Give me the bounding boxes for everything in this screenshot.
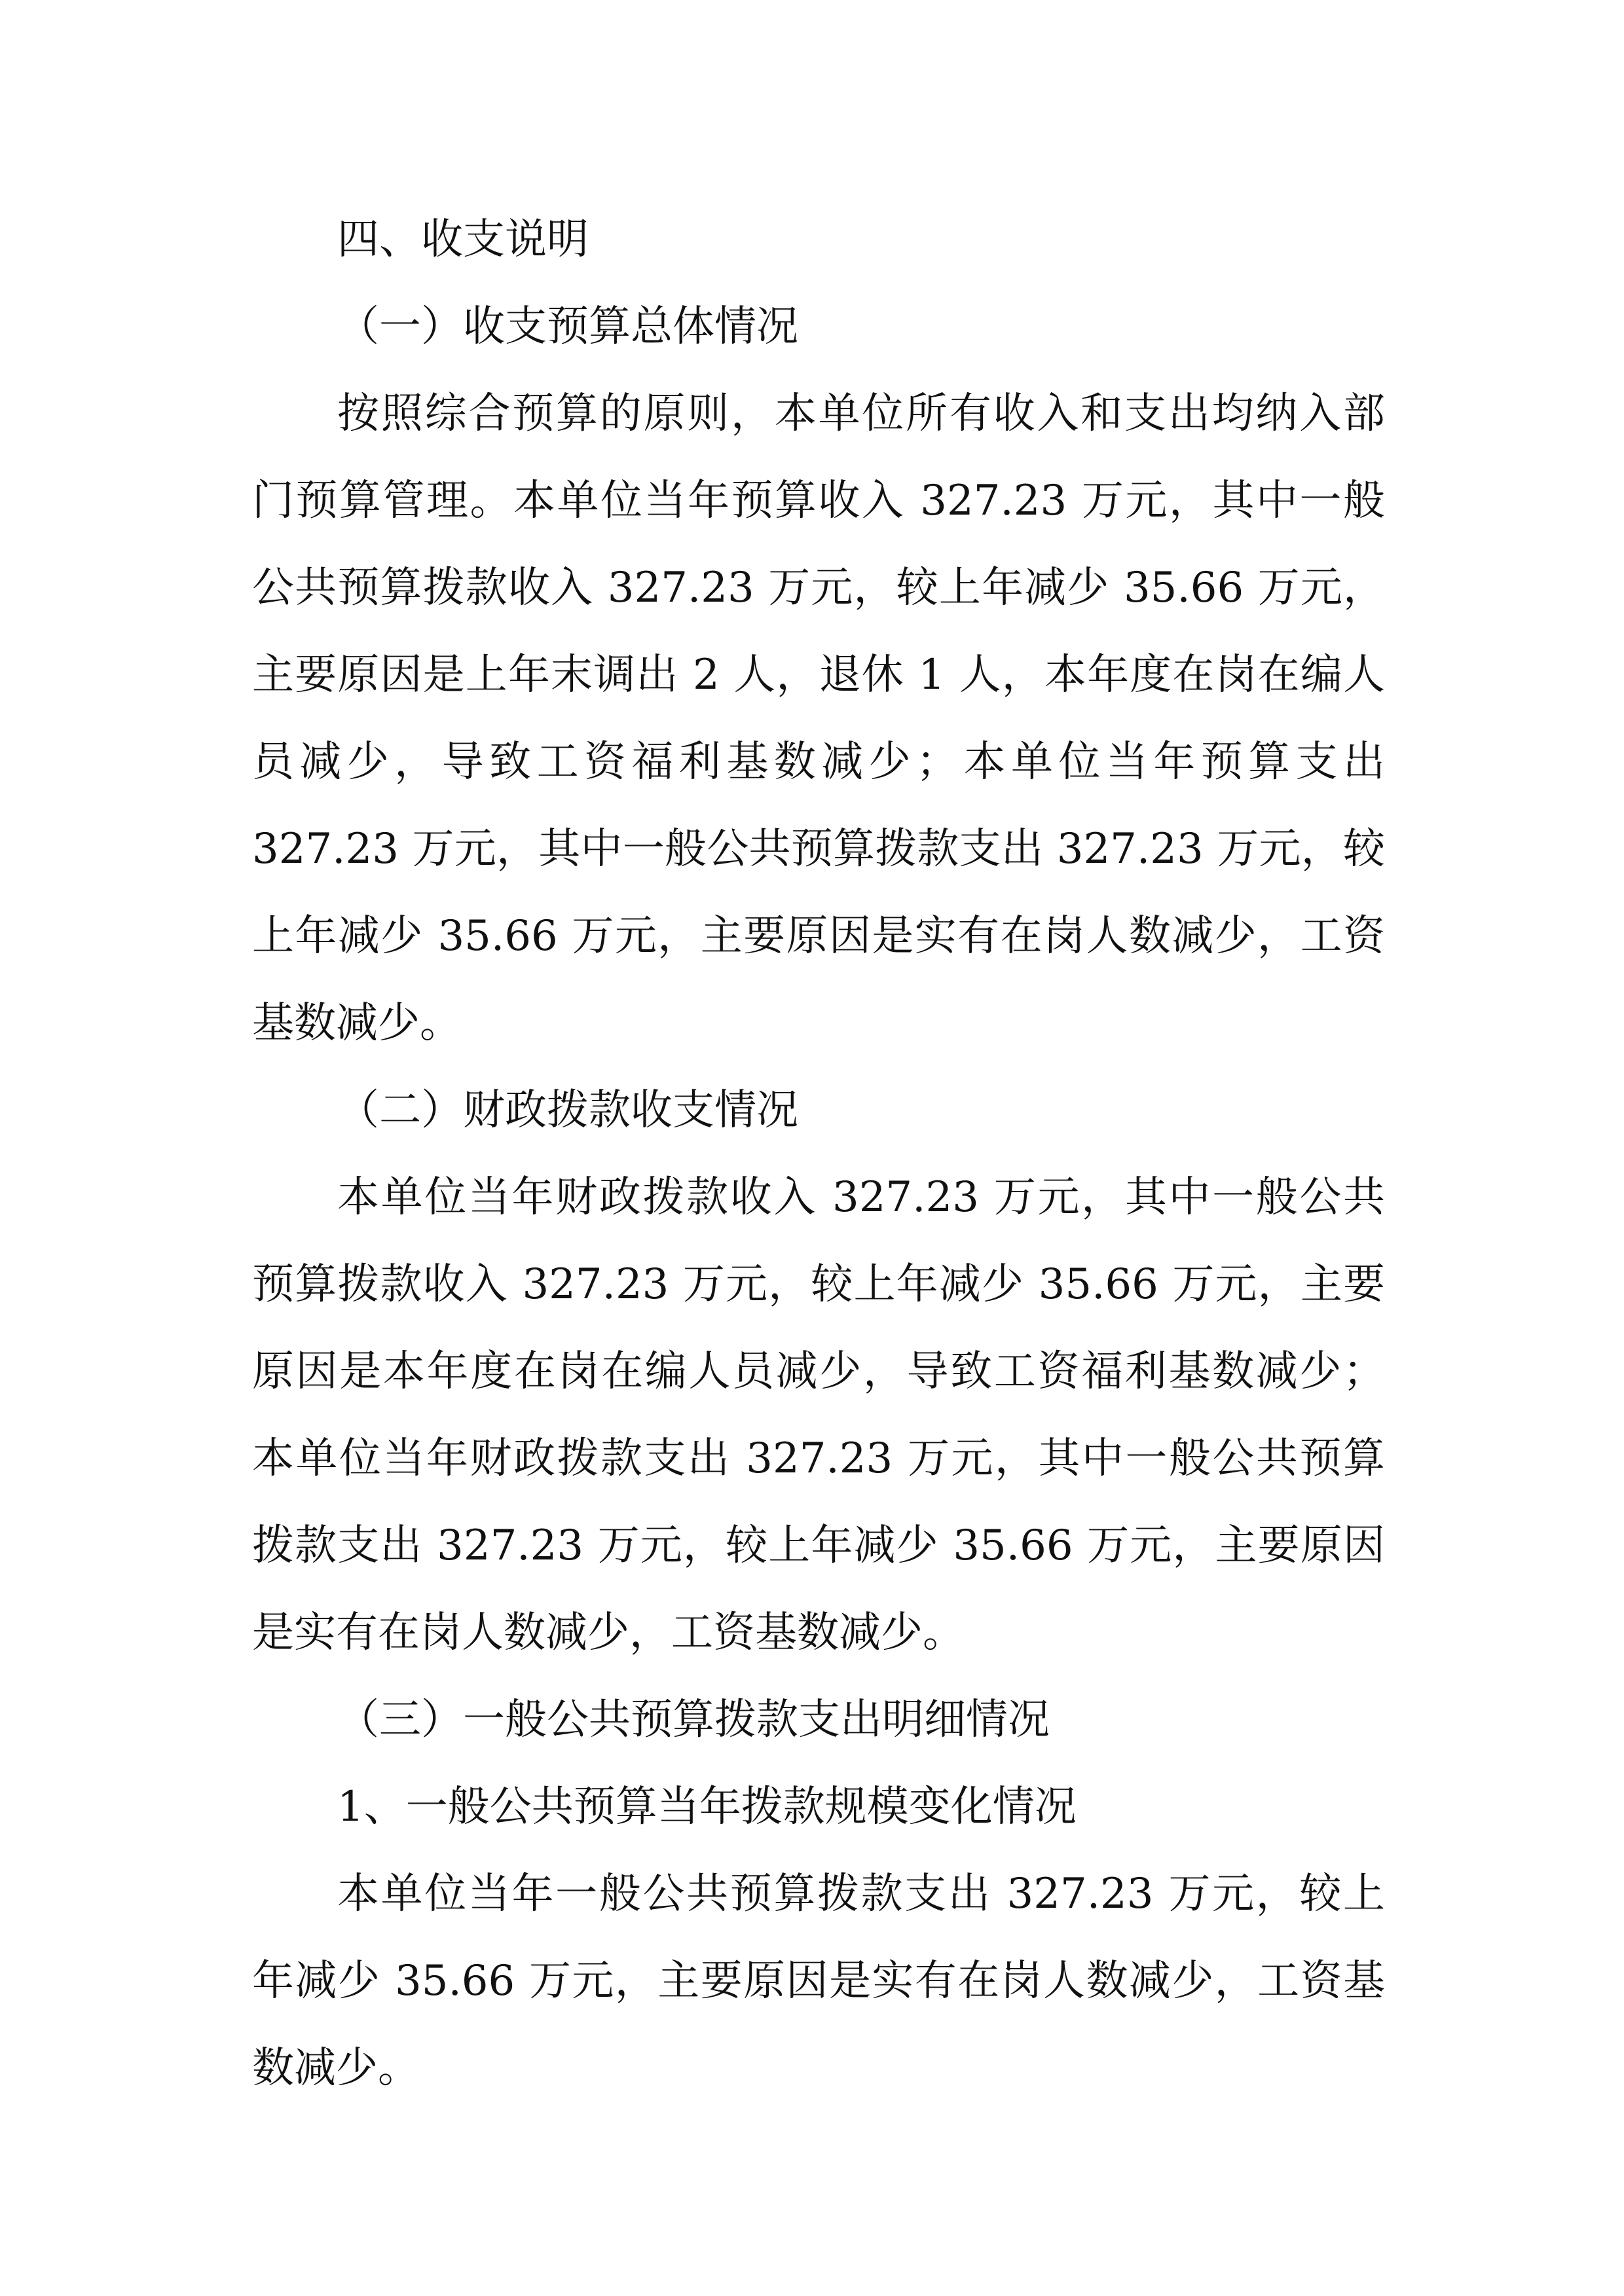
paragraph-line: 预算拨款收入 327.23 万元，较上年减少 35.66 万元，主要 [252, 1260, 1385, 1309]
subsection-heading-1: （一）收支预算总体情况 [337, 302, 798, 351]
paragraph-line: 员减少，导致工资福利基数减少；本单位当年预算支出 [252, 738, 1385, 786]
subsection-heading-3: （三）一般公共预算拨款支出明细情况 [337, 1696, 1050, 1744]
paragraph-line: 本单位当年一般公共预算拨款支出 327.23 万元，较上 [337, 1870, 1385, 1918]
subsection-heading-2: （二）财政拨款收支情况 [337, 1086, 798, 1135]
paragraph-line: 是实有在岗人数减少，工资基数减少。 [252, 1609, 965, 1657]
paragraph-line: 上年减少 35.66 万元，主要原因是实有在岗人数减少，工资 [252, 912, 1385, 960]
subsection-subheading: 1、一般公共预算当年拨款规模变化情况 [337, 1783, 1077, 1831]
paragraph-line: 基数减少。 [252, 999, 462, 1048]
paragraph-line: 门预算管理。本单位当年预算收入 327.23 万元，其中一般 [252, 477, 1385, 525]
paragraph-line: 拨款支出 327.23 万元，较上年减少 35.66 万元，主要原因 [252, 1522, 1385, 1570]
section-title: 四、收支说明 [337, 215, 589, 264]
paragraph-line: 数减少。 [252, 2044, 420, 2092]
paragraph-line: 年减少 35.66 万元，主要原因是实有在岗人数减少，工资基 [252, 1957, 1385, 2005]
paragraph-line: 本单位当年财政拨款收入 327.23 万元，其中一般公共 [337, 1173, 1385, 1222]
paragraph-line: 本单位当年财政拨款支出 327.23 万元，其中一般公共预算 [252, 1434, 1385, 1483]
paragraph-line: 公共预算拨款收入 327.23 万元，较上年减少 35.66 万元， [252, 564, 1385, 612]
paragraph-line: 按照综合预算的原则，本单位所有收入和支出均纳入部 [337, 390, 1385, 438]
paragraph-line: 327.23 万元，其中一般公共预算拨款支出 327.23 万元，较 [252, 825, 1385, 873]
paragraph-line: 主要原因是上年末调出 2 人，退休 1 人，本年度在岗在编人 [252, 651, 1385, 699]
paragraph-line: 原因是本年度在岗在编人员减少，导致工资福利基数减少； [252, 1347, 1385, 1396]
